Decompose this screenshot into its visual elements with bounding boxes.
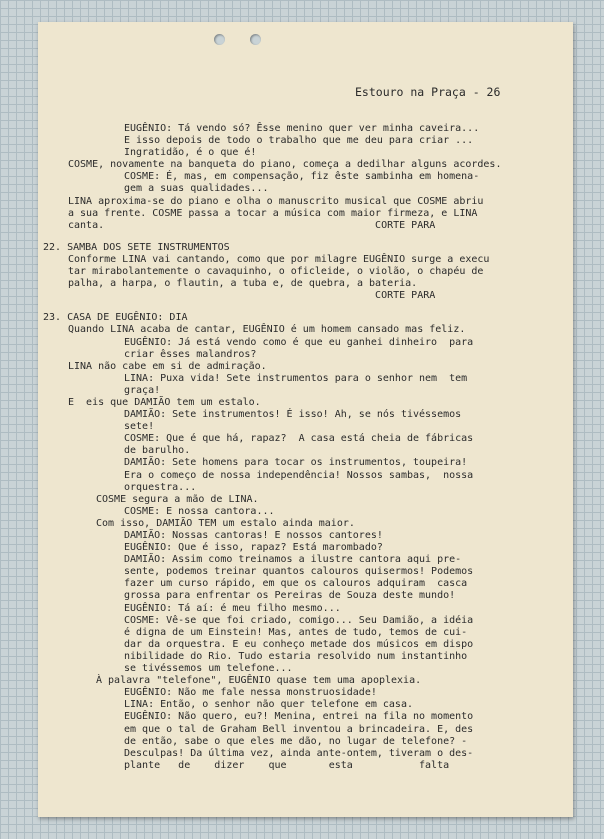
text-line: sete! (124, 421, 155, 433)
section-gap (68, 302, 548, 312)
text-line: canta. CORTE PARA (68, 219, 436, 231)
text-line: grossa para enfrentar os Pereiras de Souza deste mundo! (124, 590, 456, 602)
text-line: Era o começo de nossa independência! Nossos sambas, nossa (124, 469, 474, 481)
text-line: LINA não cabe em si de admiração. (68, 360, 267, 372)
text-line: EUGÊNIO: Tá vendo só? Êsse menino quer ver minha caveira... (124, 123, 480, 134)
text-line: Conforme LINA vai cantando, como que por milagre EUGÊNIO surge a execu (68, 253, 490, 265)
text-line: gem a suas qualidades... (124, 183, 269, 195)
text-line: EUGÊNIO: Que é isso, rapaz? Está marombado? (124, 542, 383, 554)
text-line: palha, a harpa, o flautin, a tuba e, de quebra, a bateria. (68, 278, 418, 290)
script-body (43, 123, 548, 772)
text-line: dar da orquestra. E eu conheço metade dos músicos em dispo (124, 638, 474, 650)
text-line: em que o tal de Graham Bell inventou a brincadeira. E, des (124, 723, 474, 735)
text-line: plante de dizer que esta falta (124, 759, 450, 771)
punch-hole (214, 34, 225, 45)
text-line: LINA aproxima-se do piano e olha o manuscrito musical que COSME abriu (68, 195, 484, 207)
text-line: EUGÊNIO: Tá aí: é meu filho mesmo... (124, 602, 341, 614)
text-line: tar mirabolantemente o cavaquinho, o oficleide, o violão, o chapéu de (68, 266, 484, 278)
text-line: Desculpas! Da última vez, ainda ante-ontem, tiveram o des- (124, 747, 474, 759)
text-line: de então, sabe o que eles me dão, no lugar de telefone? - (124, 735, 468, 747)
page-header: Estouro na Praça - 26 (355, 85, 501, 99)
text-line: sente, podemos treinar quantos calouros quisermos! Podemos (124, 566, 474, 578)
text-line: Ingratidão, é o que é! (124, 147, 257, 159)
text-line: 23. CASA DE EUGÊNIO: DIA (43, 312, 188, 324)
text-line: DAMIÃO: Assim como treinamos a ilustre cantora aqui pre- (124, 554, 462, 566)
text-line: LINA: Então, o senhor não quer telefone em casa. (124, 699, 413, 711)
text-line: é digna de um Einstein! Mas, antes de tudo, temos de cui- (124, 626, 468, 638)
text-line: COSME segura a mão de LINA. (96, 493, 259, 505)
text-line: EUGÊNIO: Já está vendo como é que eu ganhei dinheiro para (124, 336, 474, 348)
text-line: a sua frente. COSME passa a tocar a música com maior firmeza, e LINA (68, 207, 478, 219)
text-line: DAMIÃO: Sete instrumentos! É isso! Ah, se nós tivéssemos (124, 409, 462, 421)
text-line: Quando LINA acaba de cantar, EUGÊNIO é um homem cansado mas feliz. (68, 324, 466, 336)
text-line: orquestra... (124, 481, 197, 493)
text-line: se tivéssemos um telefone... (124, 663, 293, 675)
text-line: graça! (124, 384, 161, 396)
text-line: Com isso, DAMIÃO TEM um estalo ainda maior. (96, 517, 355, 529)
text-line: LINA: Puxa vida! Sete instrumentos para o senhor nem tem (124, 372, 468, 384)
text-line: COSME, novamente na banqueta do piano, começa a dedilhar alguns acordes. (68, 159, 502, 171)
text-line: E eis que DAMIÃO tem um estalo. (68, 396, 261, 408)
text-line: COSME: Vê-se que foi criado, comigo... Seu Damião, a idéia (124, 614, 474, 626)
text-line: À palavra "telefone", EUGÊNIO quase tem uma apoplexia. (96, 675, 422, 687)
text-line: COSME: É, mas, em compensação, fiz êste sambinha em homena- (124, 171, 480, 183)
text-line: DAMIÃO: Nossas cantoras! E nossos cantores! (124, 530, 383, 541)
text-line: CORTE PARA (68, 290, 436, 302)
punch-hole (250, 34, 261, 45)
section-gap (68, 232, 548, 242)
text-line: E isso depois de todo o trabalho que me deu para criar ... (124, 135, 474, 147)
text-line: nibilidade do Rio. Tudo estaria resolvido num instantinho (124, 650, 468, 662)
text-line: COSME: E nossa cantora... (124, 505, 275, 517)
text-line: EUGÊNIO: Não me fale nessa monstruosidade! (124, 687, 377, 699)
text-line: de barulho. (124, 445, 191, 457)
text-line: fazer um curso rápido, em que os calouros adquiram casca (124, 578, 468, 590)
text-line: COSME: Que é que há, rapaz? A casa está cheia de fábricas (124, 433, 474, 445)
text-line: criar êsses malandros? (124, 348, 257, 360)
text-line: 22. SAMBA DOS SETE INSTRUMENTOS (43, 241, 230, 253)
text-line: DAMIÃO: Sete homens para tocar os instrumentos, toupeira! (124, 457, 468, 469)
text-line: EUGÊNIO: Não quero, eu?! Menina, entrei na fila no momento (124, 711, 474, 723)
